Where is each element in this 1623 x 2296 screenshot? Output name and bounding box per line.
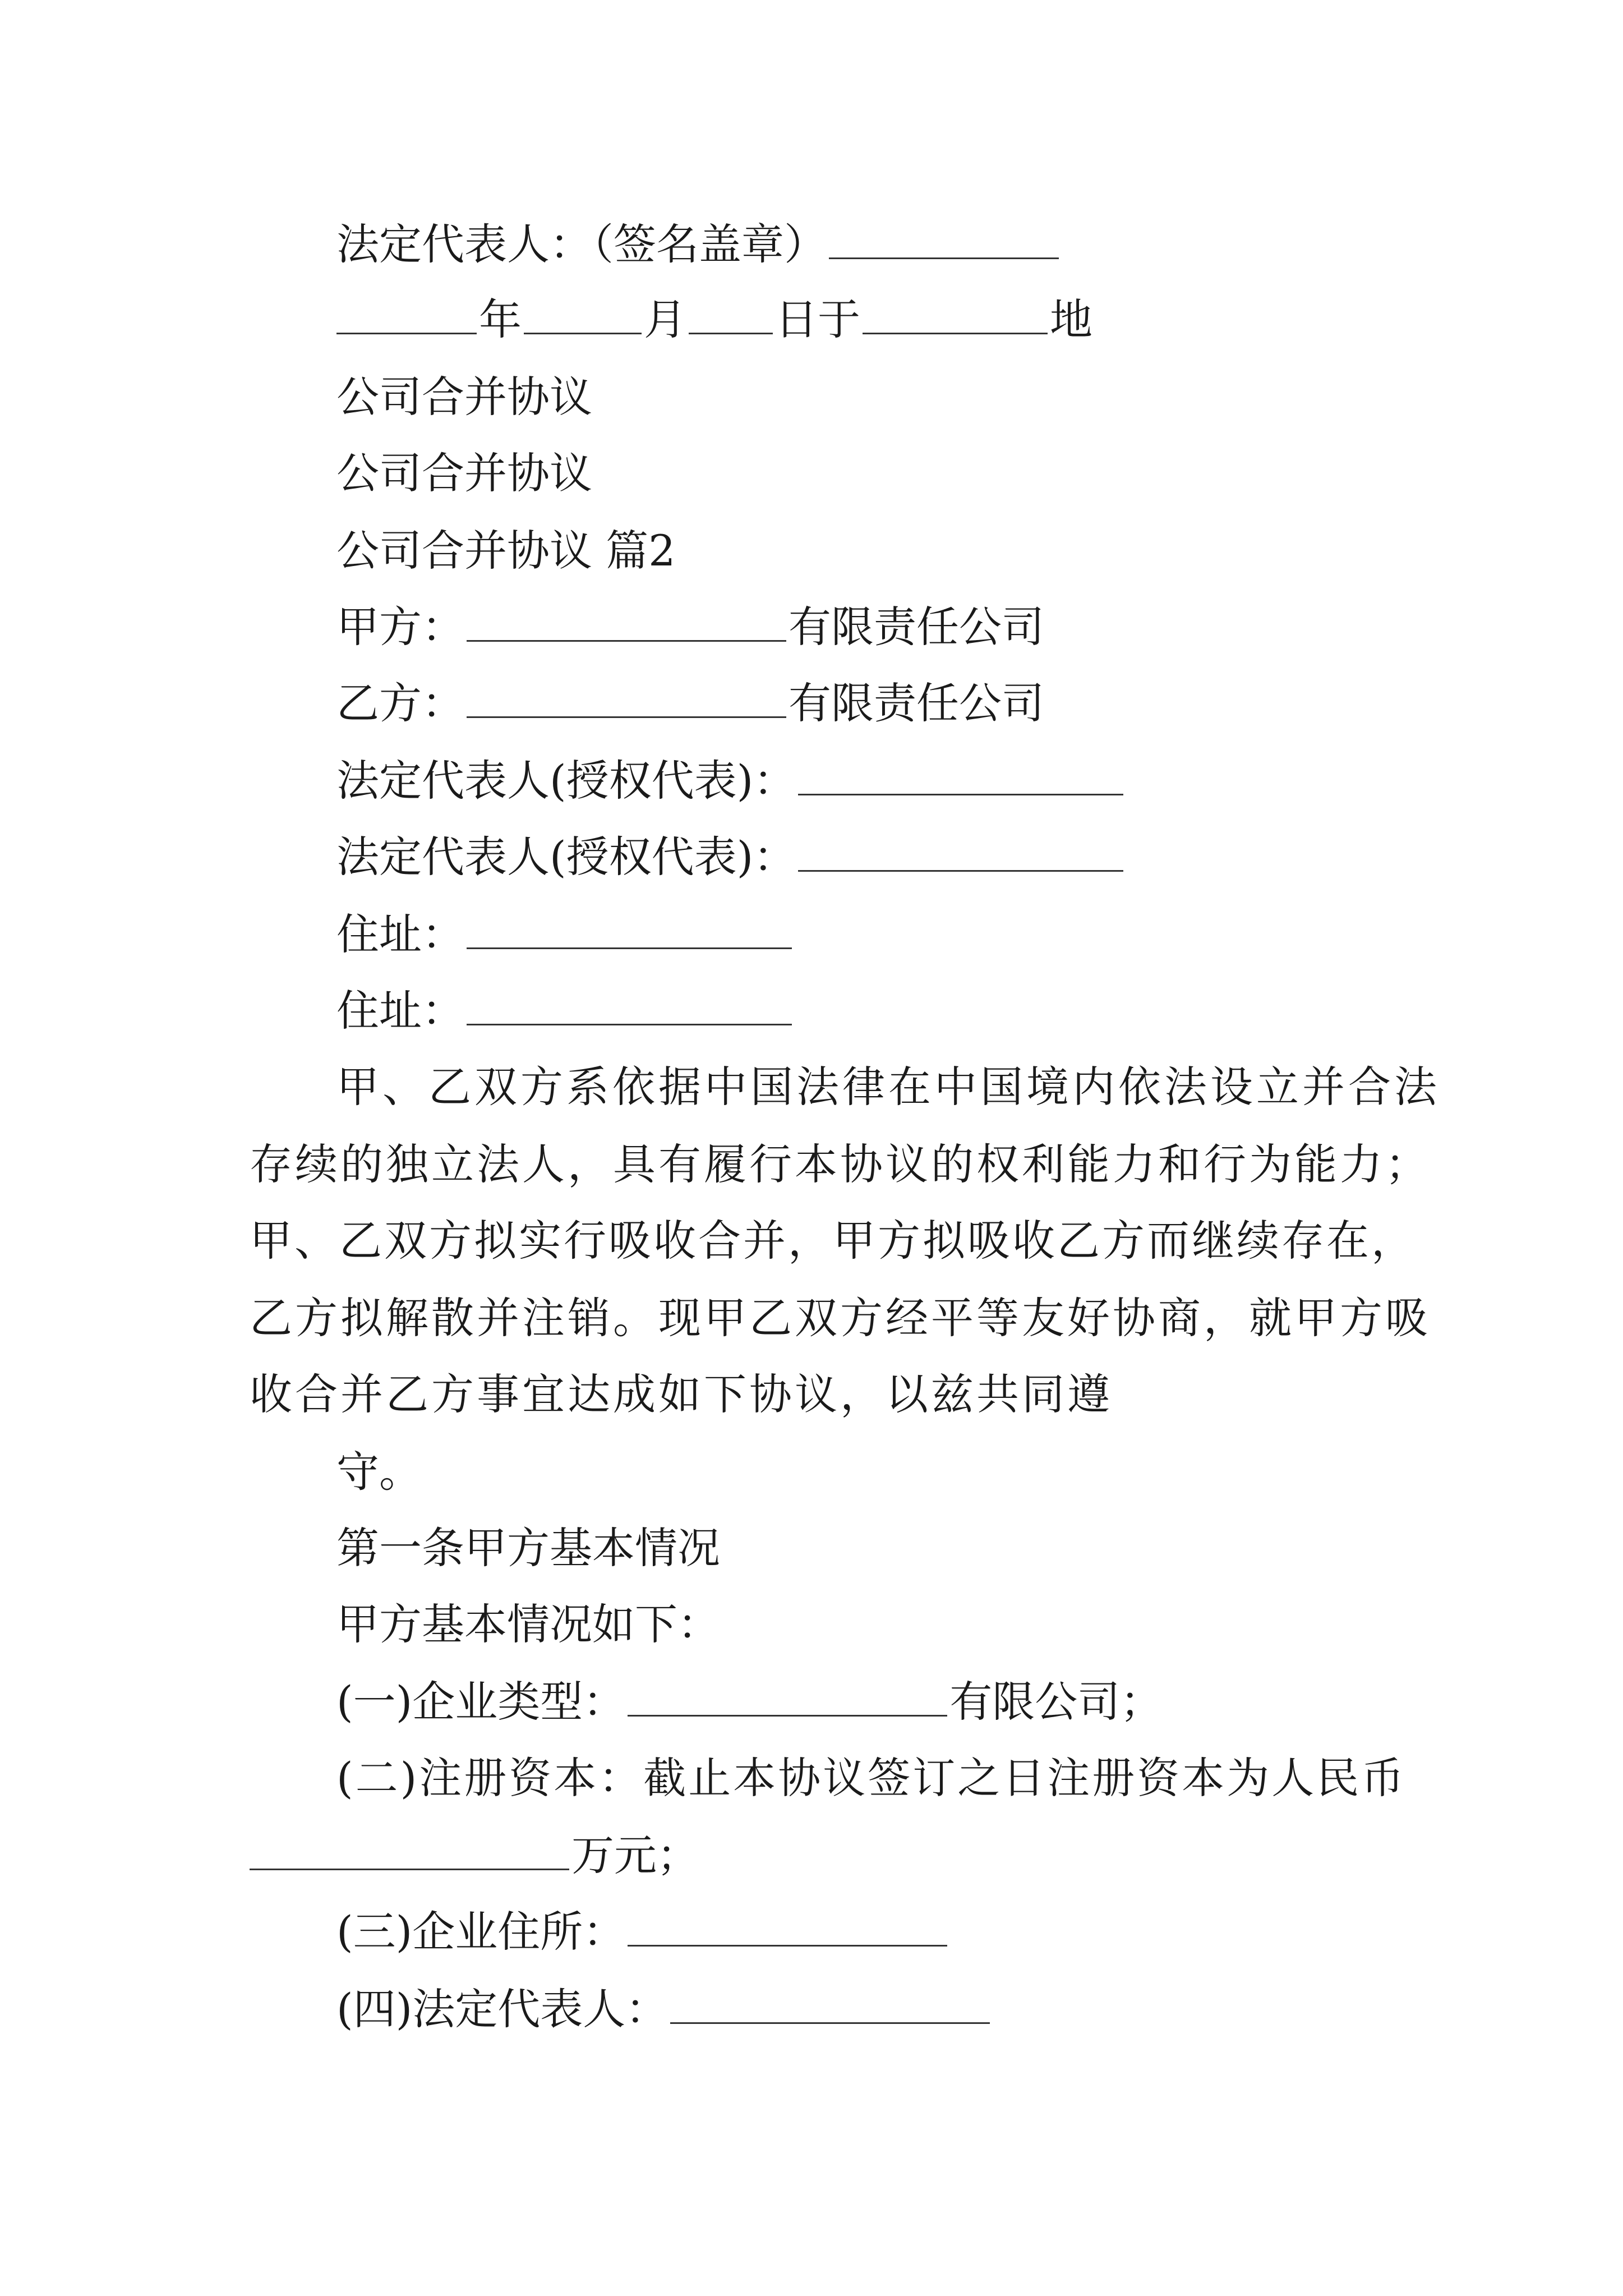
day-blank: [689, 328, 773, 334]
place-blank: [863, 328, 1048, 334]
item-2-line: (二)注册资本：截止本协议签订之日注册资本为人民币: [336, 1753, 1407, 1803]
party-a-suffix: 有限责任公司: [789, 602, 1044, 652]
item-4-line: [336, 1984, 992, 2034]
addr-a-blank: [467, 943, 792, 949]
addr-a-line: [336, 909, 794, 959]
day-label: 日于: [775, 295, 860, 344]
paragraph-line: 甲、乙双方拟实行吸收合并，甲方拟吸收乙方而继续存在，: [250, 1216, 1416, 1266]
item-3-line: [336, 1907, 949, 1957]
party-b-line: [336, 678, 1044, 728]
date-line: [336, 295, 1092, 344]
paragraph-line: 乙方拟解散并注销。现甲乙双方经平等友好协商，就甲方吸: [250, 1293, 1431, 1343]
article-1-intro: 甲方基本情况如下：: [336, 1599, 720, 1649]
month-blank: [524, 328, 642, 334]
item-2-suffix: 万元；: [571, 1830, 699, 1880]
party-b-suffix: 有限责任公司: [789, 678, 1044, 728]
year-label: 年: [479, 295, 522, 344]
item-1-suffix: 有限公司；: [949, 1677, 1163, 1727]
document-title: 公司合并协议: [336, 372, 592, 422]
item-3-label: (三)企业住所：: [336, 1907, 626, 1957]
item-3-blank: [628, 1940, 947, 1947]
rep-b-label: 法定代表人(授权代表)：: [336, 832, 796, 882]
item-1-line: [336, 1677, 1163, 1727]
item-4-label: (四)法定代表人：: [336, 1984, 668, 2034]
paragraph-line: 存续的独立法人，具有履行本协议的权利能力和行为能力；: [250, 1139, 1431, 1189]
item-2-blank: [250, 1864, 569, 1870]
item-2-continuation: [250, 1830, 699, 1880]
signature-line: [336, 219, 1061, 269]
addr-b-label: 住址：: [336, 986, 464, 1036]
addr-b-line: [336, 986, 794, 1036]
party-a-line: [336, 602, 1044, 652]
rep-b-blank: [798, 866, 1123, 872]
party-b-blank: [467, 712, 786, 718]
addr-b-blank: [467, 1019, 792, 1025]
rep-b-line: [336, 832, 1126, 882]
place-label: 地: [1050, 295, 1092, 344]
item-1-label: (一)企业类型：: [336, 1677, 626, 1727]
item-4-blank: [670, 2018, 990, 2024]
party-a-label: 甲方：: [336, 602, 464, 652]
document-title-repeat: 公司合并协议: [336, 448, 592, 498]
rep-sign-label: 法定代表人：（签名盖章）: [336, 219, 827, 269]
item-1-blank: [628, 1710, 947, 1717]
addr-a-label: 住址：: [336, 909, 464, 959]
signature-blank: [829, 253, 1059, 259]
document-section-title: 公司合并协议 篇2: [336, 526, 676, 576]
year-blank: [336, 328, 477, 334]
paragraph-line: 甲、乙双方系依据中国法律在中国境内依法设立并合法: [336, 1062, 1440, 1112]
paragraph-line: 收合并乙方事宜达成如下协议，以兹共同遵: [250, 1369, 1113, 1419]
rep-a-line: [336, 756, 1126, 806]
article-1-title: 第一条甲方基本情况: [336, 1523, 720, 1573]
month-label: 月: [644, 295, 686, 344]
party-a-blank: [467, 636, 786, 642]
paragraph-line: 守。: [336, 1447, 422, 1497]
rep-a-label: 法定代表人(授权代表)：: [336, 756, 796, 806]
rep-a-blank: [798, 789, 1123, 795]
party-b-label: 乙方：: [336, 678, 464, 728]
